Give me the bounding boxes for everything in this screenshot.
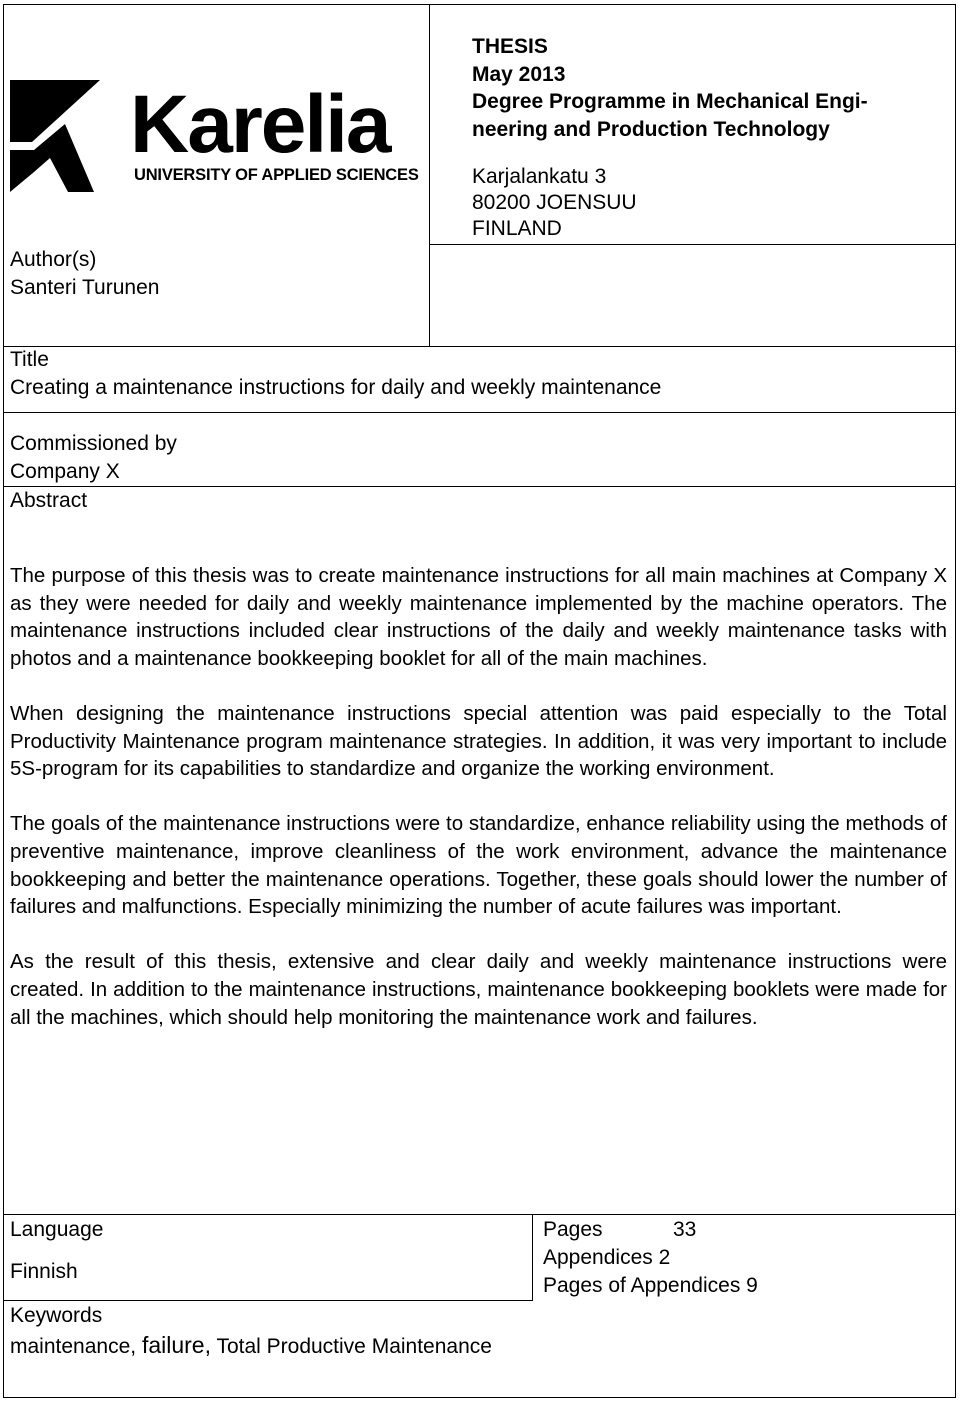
programme-line-2: neering and Production Technology: [472, 117, 830, 141]
logo-subtitle-text: UNIVERSITY OF APPLIED SCIENCES: [134, 166, 419, 184]
pages-value: 33: [673, 1218, 697, 1241]
abstract-body: [10, 562, 947, 1059]
keyword-2: failure,: [141, 1332, 211, 1358]
keyword-3: Total Productive Maintenance: [216, 1335, 492, 1358]
abstract-paragraph: The goals of the maintenance instructions were to standardize, enhance reliability using the methods of preventive maintenance, improve cleanliness of the work environment, advance the maintenance bookkeeping and better the maintenance operations. Together, these goals should lower the number of failures and malfunctions. Especially minimizing the number of acute failures was important.: [10, 812, 947, 919]
abstract-label: Abstract: [10, 489, 88, 512]
language-label: Language: [10, 1218, 104, 1241]
abstract-paragraph: As the result of this thesis, extensive and clear daily and weekly maintenance instructions were created. In addition to the maintenance instructions, maintenance bookkeeping booklets were made for all the machines, which should help monitoring the maintenance work and failures.: [10, 950, 947, 1029]
author-name: Santeri Turunen: [10, 276, 160, 299]
title-bottom-line: [3, 412, 956, 413]
abstract-paragraph: When designing the maintenance instructions special attention was paid especially to the Total Productivity Maintenance program maintenance strategies. In addition, it was very important to include 5S-program for its capabilities to standardize and organize the working environment.: [10, 701, 947, 781]
footer-divider-vertical: [532, 1214, 533, 1301]
address-country: FINLAND: [472, 217, 562, 240]
address-city: 80200 JOENSUU: [472, 191, 637, 214]
thesis-header: [472, 33, 950, 242]
appendices-count: Appendices 2: [543, 1246, 671, 1269]
commission-bottom-line: [3, 486, 956, 487]
title-label: Title: [10, 348, 49, 371]
doc-type: THESIS: [472, 35, 548, 58]
thesis-date: May 2013: [472, 62, 566, 86]
pages-of-appendices: Pages of Appendices 9: [543, 1274, 758, 1297]
footer-divider-line: [3, 1300, 533, 1301]
language-value: Finnish: [10, 1260, 78, 1283]
author-label: Author(s): [10, 248, 97, 271]
commission-label: Commissioned by: [10, 432, 177, 455]
abstract-bottom-line: [3, 1214, 956, 1215]
header-bottom-line: [3, 346, 956, 347]
header-divider-inner: [429, 244, 956, 245]
karelia-logo: [10, 80, 430, 195]
thesis-title: Creating a maintenance instructions for daily and weekly maintenance: [10, 376, 662, 399]
abstract-paragraph: The purpose of this thesis was to create maintenance instructions for all main machines at Company X as they were needed for daily and weekly maintenance implemented by the machine operators. The maintenance instructions included clear instructions of the daily and weekly maintenance tasks with photos and a maintenance bookkeeping booklet for all of the main machines.: [10, 564, 947, 670]
address-street: Karjalankatu 3: [472, 165, 607, 188]
programme-line-1: Degree Programme in Mechanical Engi-: [472, 90, 868, 113]
keyword-1: maintenance,: [10, 1335, 137, 1358]
logo-brand-text: Karelia: [130, 80, 390, 170]
keywords-label: Keywords: [10, 1304, 103, 1327]
commission-value: Company X: [10, 460, 120, 483]
karelia-logo-graphic: [10, 80, 430, 195]
pages-label: Pages: [543, 1218, 603, 1241]
keywords-value: [10, 1331, 492, 1361]
